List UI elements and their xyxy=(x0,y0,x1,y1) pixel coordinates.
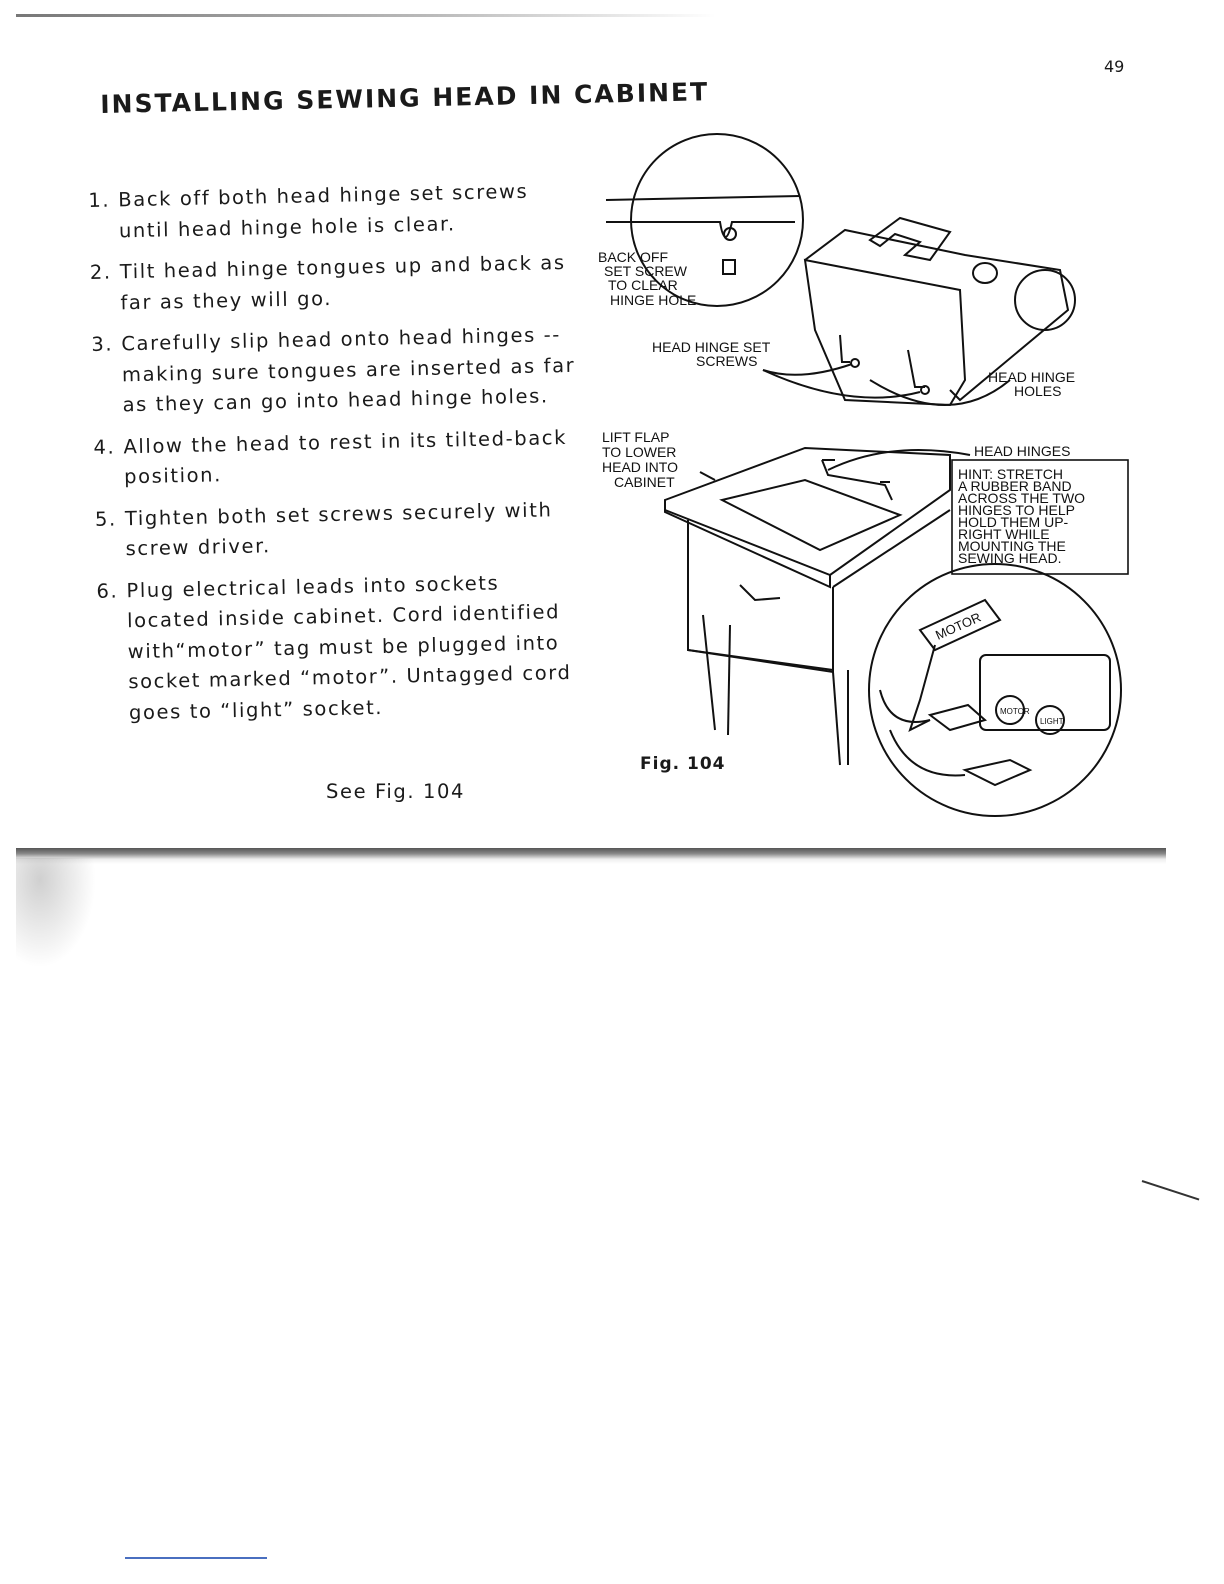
cabinet-top xyxy=(665,448,950,575)
instruction-step xyxy=(91,320,583,422)
hint-line: HINGES TO HELP xyxy=(958,502,1075,518)
instruction-step xyxy=(96,566,589,729)
callout-hinge-holes-2: HOLES xyxy=(1014,383,1062,399)
instruction-step xyxy=(95,494,586,565)
scan-stray-mark xyxy=(1142,1180,1200,1200)
cabinet-flap-opening xyxy=(722,480,900,550)
hint-line: RIGHT WHILE xyxy=(958,526,1050,542)
scan-shadow-band xyxy=(16,848,1166,864)
instruction-step xyxy=(88,176,579,247)
motor-tag-string xyxy=(910,645,935,730)
head-bed-plate xyxy=(805,260,965,405)
callout-back-off-2: SET SCREW xyxy=(604,263,687,279)
step-text: Plug electrical leads into sockets located inside cabinet. Cord identified with“motor” tag must be plugged into socket marked “motor”. Untagged cord goes to “light” socket. xyxy=(126,570,572,724)
callout-head-hinges: HEAD HINGES xyxy=(974,443,1071,459)
scan-bottom-line xyxy=(125,1557,267,1559)
callout-lift-flap-3: HEAD INTO xyxy=(602,459,678,475)
bobbin-winder xyxy=(973,263,997,283)
head-hinge-left xyxy=(840,335,850,362)
callout-lift-flap-4: CABINET xyxy=(614,474,675,490)
head-arm-handle xyxy=(870,218,950,260)
callout-back-off-1: BACK OFF xyxy=(598,249,669,265)
cabinet-side xyxy=(833,510,950,587)
cabinet-front xyxy=(688,520,833,672)
socket-detail-circle xyxy=(869,564,1121,816)
light-plug xyxy=(965,760,1030,785)
step-number: 4. xyxy=(93,434,116,459)
page-title: INSTALLING SEWING HEAD IN CABINET xyxy=(100,77,710,119)
step-number: 6. xyxy=(96,578,119,603)
step-text: Tighten both set screws securely with screw driver. xyxy=(124,497,553,561)
instruction-step xyxy=(93,422,584,493)
cabinet-leg-mid xyxy=(728,625,730,735)
step-text: Carefully slip head onto head hinges --making sure tongues are inserted as far as they can go into head hinge holes. xyxy=(121,323,576,417)
step-text: Tilt head hinge tongues up and back as far as they will go. xyxy=(119,251,566,314)
scan-smudge xyxy=(16,858,96,968)
callout-set-screws-2: SCREWS xyxy=(696,353,758,369)
head-hinge-right xyxy=(908,350,925,387)
callout-back-off-3: TO CLEAR xyxy=(608,277,678,293)
callout-lift-flap-2: TO LOWER xyxy=(602,444,677,460)
figure-reference: See Fig. 104 xyxy=(326,780,465,803)
cabinet-leg-left xyxy=(703,615,715,730)
motor-plug xyxy=(930,705,985,730)
light-cord xyxy=(890,730,965,775)
cabinet-drawer-handle xyxy=(740,585,780,600)
instruction-list xyxy=(88,176,589,740)
step-number: 1. xyxy=(88,188,111,212)
motor-tag-label: MOTOR xyxy=(933,609,984,643)
light-socket-label: LIGHT xyxy=(1040,717,1064,726)
callout-lift-flap-1: LIFT FLAP xyxy=(602,429,670,445)
hint-line: A RUBBER BAND xyxy=(958,478,1072,494)
leader-set-screws xyxy=(763,364,852,375)
cabinet-hinges xyxy=(822,460,892,500)
set-screw-detail xyxy=(723,260,735,274)
scan-top-edge xyxy=(16,14,716,17)
leader-lift-flap xyxy=(700,472,715,480)
hint-line: ACROSS THE TWO xyxy=(958,490,1086,506)
step-number: 5. xyxy=(94,506,118,531)
cabinet-drawer-line xyxy=(688,650,833,670)
step-text: Back off both head hinge set screws until head hinge hole is clear. xyxy=(118,179,529,242)
hint-line: MOUNTING THE xyxy=(958,538,1066,554)
hint-text xyxy=(958,466,1085,566)
step-number: 2. xyxy=(89,260,112,284)
step-text: Allow the head to rest in its tilted-back position. xyxy=(123,425,568,489)
hinge-screw-left xyxy=(851,359,859,367)
figure-104-illustration xyxy=(590,130,1140,820)
step-number: 3. xyxy=(91,332,114,356)
hint-line: HINT: STRETCH xyxy=(958,466,1063,482)
cabinet-leg-right xyxy=(833,672,840,765)
motor-socket-label: MOTOR xyxy=(1000,707,1030,716)
page-number: 49 xyxy=(1104,57,1125,76)
hinge-plate-detail xyxy=(606,196,800,237)
callout-set-screws-1: HEAD HINGE SET xyxy=(652,339,771,355)
hint-line: HOLD THEM UP- xyxy=(958,514,1069,530)
instruction-step xyxy=(90,248,581,319)
figure-caption: Fig. 104 xyxy=(640,754,726,774)
callout-back-off-4: HINGE HOLE xyxy=(610,292,697,308)
motor-cord xyxy=(880,690,930,722)
callout-hinge-holes-1: HEAD HINGE xyxy=(988,369,1076,385)
hint-line: SEWING HEAD. xyxy=(958,550,1062,566)
